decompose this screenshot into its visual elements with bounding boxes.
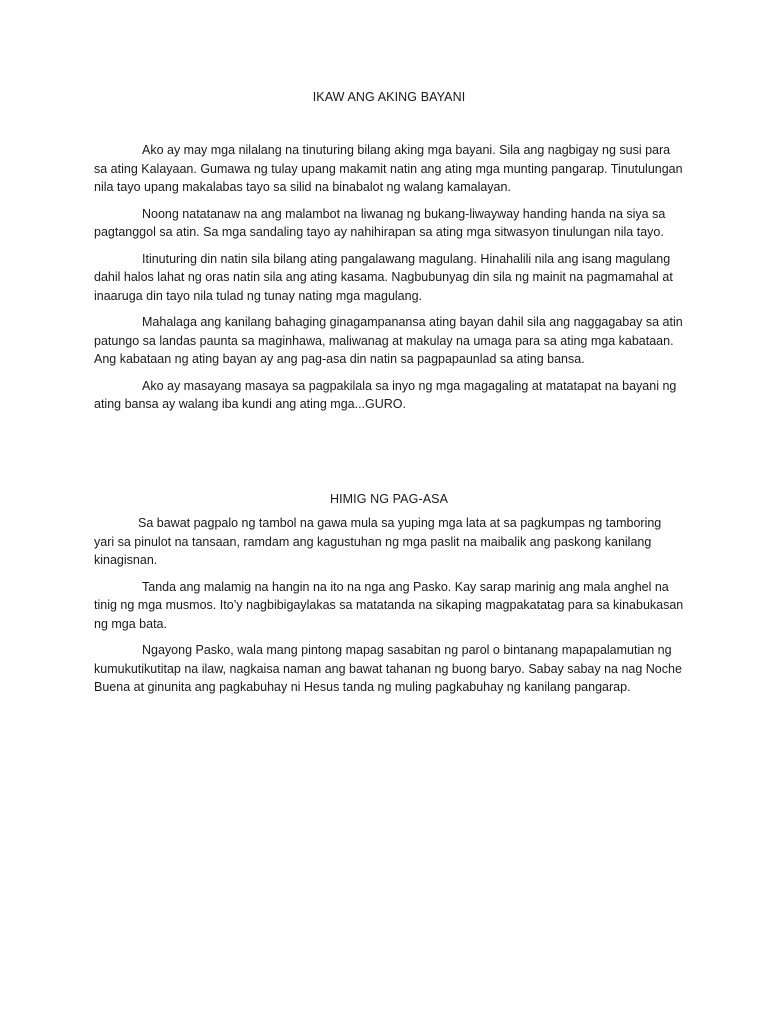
essay-paragraph: Sa bawat pagpalo ng tambol na gawa mula sa yuping mga lata at sa pagkumpas ng tamboring yari sa pinulot na tansaan, ramdam ang kagustuhan ng mga paslit na maibalik ang paskong kanilang kinagisnan.	[94, 516, 662, 567]
essay-paragraph: Ako ay may mga nilalang na tinuturing bilang aking mga bayani. Sila ang nagbigay ng susi para sa ating Kalayaan. Gumawa ng tulay upang makamit natin ang ating mga munting pangarap. Tinutulungan nila tayo upang makalabas tayo sa silid na binabalot ng walang kamalayan.	[94, 143, 683, 194]
essay-paragraph: Mahalaga ang kanilang bahaging ginagampanansa ating bayan dahil sila ang naggagabay sa atin patungo sa landas paunta sa maginhawa, maliwanag at makulay na umaga para sa ating mga kabataan. Ang kabataan ng ating bayan ay ang pag-asa din natin sa pagpapaunlad sa ating bansa.	[94, 315, 683, 366]
essay-paragraph: Tanda ang malamig na hangin na ito na nga ang Pasko. Kay sarap marinig ang mala anghel na tinig ng mga musmos. Ito’y nagbibigaylakas sa matatanda na sikaping magpakatatag para sa kinabukasan ng mga bata.	[94, 579, 684, 631]
essay-paragraph: Ako ay masayang masaya sa pagpakilala sa inyo ng mga magagaling at matatapat na bayani ng ating bansa ay walang iba kundi ang ating mga...GURO.	[94, 378, 677, 411]
essay-ikaw-ang-aking-bayani	[94, 90, 684, 422]
essay-paragraph: Ngayong Pasko, wala mang pintong mapag sasabitan ng parol o bintanang mapapalamutian ng kumukutikutitap na ilaw, nagkaisa naman ang bawat tahanan ng buong baryo. Sabay sabay na nag Noche Buena at ginunita ang pagkabuhay ni Hesus tanda ng muling pagkabuhay ng kanilang pangarap.	[94, 643, 682, 694]
essay-paragraph: Noong natatanaw na ang malambot na liwanag ng bukang-liwayway handing handa na siya sa pagtanggol sa atin. Sa mga sandaling tayo ay nahihirapan sa ating mga sitwasyon tinulungan nila tayo.	[94, 206, 666, 239]
essay-title: HIMIG NG PAG-ASA	[329, 492, 449, 506]
essay-paragraph: Itinuturing din natin sila bilang ating pangalawang magulang. Hinahalili nila ang isang magulang dahil halos lahat ng oras natin sila ang ating kasama. Nagbubunyag din sila ng mainit na pagmamahal at inaaruga din tayo nila tulad ng tunay nating mga magulang.	[94, 251, 673, 303]
essay-title: IKAW ANG AKING BAYANI	[312, 90, 466, 104]
essay-himig-ng-pag-asa	[94, 492, 684, 705]
